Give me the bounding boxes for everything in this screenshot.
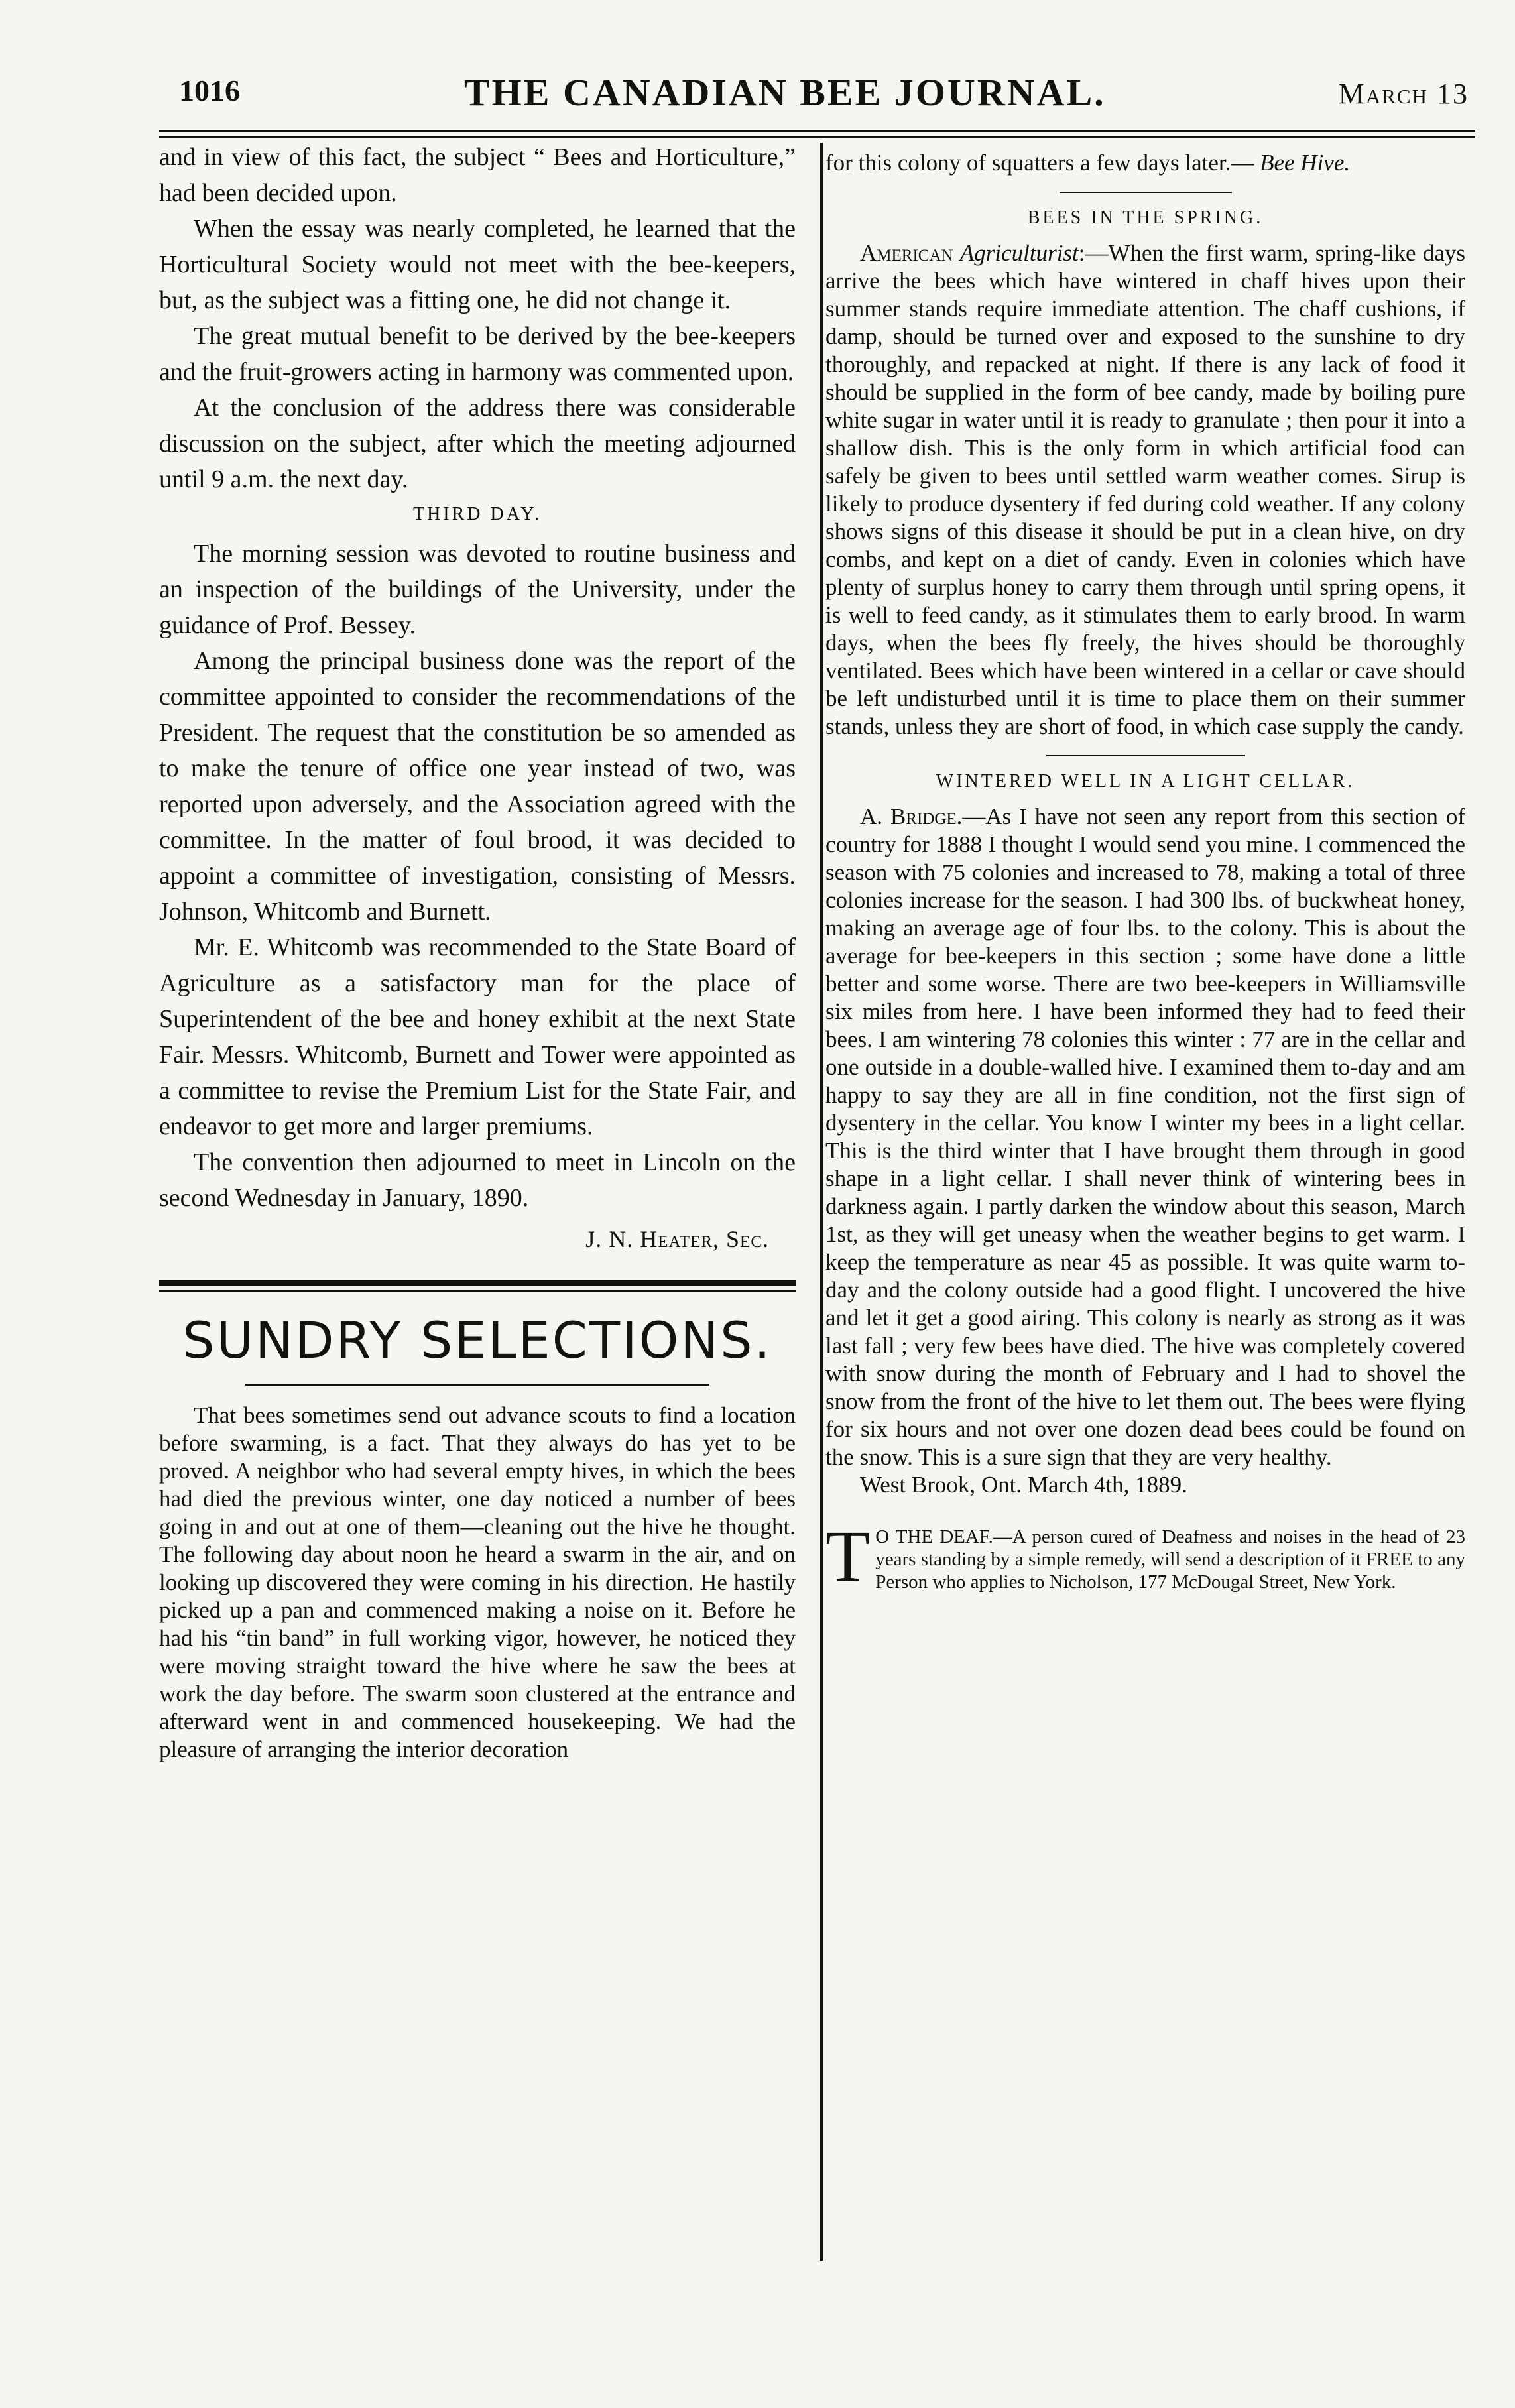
right-column: [825, 149, 1465, 1596]
short-rule: [1046, 755, 1245, 756]
paragraph: Mr. E. Whitcomb was recommended to the State Board of Agriculture as a satisfactory man for the place of Superintendent of the bee and honey exhibit at the next State Fair. Messrs. Whitcomb, Burnett and Tower were appointed as a committee to revise the Premium List for the State Fair, and endeavor to get more and larger premiums.: [159, 933, 796, 1140]
sundry-selections-section: [159, 1280, 796, 1764]
section-heading-third-day: THIRD DAY.: [412, 504, 542, 524]
journal-title: THE CANADIAN BEE JOURNAL.: [464, 71, 1106, 114]
dateline: West Brook, Ont. March 4th, 1889.: [860, 1472, 1187, 1498]
paragraph: [825, 149, 1465, 177]
page-header: [159, 61, 1475, 127]
header-rule-bottom: [159, 136, 1475, 138]
header-rule-top: [159, 130, 1475, 132]
deafness-notice: [825, 1516, 1465, 1596]
paragraph: Among the principal business done was the report of the committee appointed to consider the recommendations of the President. The request that the constitution be so amended as to make the tenure of office one year instead of two, was reported upon adversely, and the Association agreed with the committee. In the matter of foul brood, it was decided to appoint a committee of investigation, consisting of Messrs. Johnson, Whitcomb and Burnett.: [159, 647, 796, 926]
paragraph: That bees sometimes send out advance scouts to find a location before swarming, is a fact. That they always do has yet to be proved. A neighbor who had several empty hives, in which the bees had died the previous winter, one day noticed a number of bees going in and out at one of them—cleaning out the hive he thought. The following day about noon he heard a swarm in the air, and on looking up discovered they were coming in his direction. He hastily picked up a pan and commenced making a noise on it. Before he had his “tin band” in full working vigor, however, he noticed they were moving straight toward the hive where he saw the bees at work the day before. The swarm soon clustered at the entrance and afterward went in and commenced housekeeping. We had the pleasure of arranging the interior decoration: [159, 1402, 796, 1762]
continued-text: for this colony of squatters a few days later.—: [825, 150, 1254, 176]
sundry-selections-title: SUNDRY SELECTIONS.: [182, 1311, 772, 1370]
cellar-body: —As I have not seen any report from this section of country for 1888 I thought I would send you mine. I commenced the season with 75 colonies and increased to 78, making a total of three colonies increase for the season. I had 300 lbs. of buckwheat honey, making an average age of four lbs. to the colony. This is about the average for bee-keepers in this section ; some have done a little better and some worse. There are two bee-keepers in Williamsville six miles from here. I have been informed they had to feed their bees. I am wintering 78 colonies this winter : 77 are in the cellar and one outside in a double-walled hive. I examined them to-day and am happy to say they are all in fine condition, not the first sign of dysentery in the cellar. You know I winter my bees in a light cellar. This is the third winter that I have brought them through in good shape in a light cellar. I shall never think of wintering bees in darkness again. I partly darken the window about this season, March 1st, as they will get uneasy when the weather begins to get warm. I keep the temperature as near 45 as possible. It was quite warm to-day and the colony outside had a good flight. I uncovered the hive and let it get a good airing. This colony is nearly as strong as it was last fall ; very few bees have died. The hive was completely covered with snow during the month of February and I had to shovel the snow from the front of the hive to let them out. The bees were flying for six hours and not over one dozen dead bees could be found on the snow. This is a sure sign that they are very healthy.: [825, 804, 1465, 1470]
section-rule-thick: [159, 1280, 796, 1286]
paragraph: At the conclusion of the address there was considerable discussion on the subject, after which the meeting adjourned until 9 a.m. the next day.: [159, 394, 796, 493]
notice-text: O THE DEAF.—A person cured of Deafness and noises in the head of 23 years standing by a simple remedy, will send a description of it FREE to any Person who applies to Nicholson, 177 McDougal Street, New York.: [875, 1526, 1465, 1593]
source-name: American: [860, 240, 953, 266]
section-heading-wintered-well: WINTERED WELL IN A LIGHT CELLAR.: [936, 771, 1355, 792]
secretary-signature: J. N. Heater, Sec.: [585, 1226, 769, 1252]
drop-cap: T: [825, 1516, 871, 1596]
section-heading-bees-in-spring: BEES IN THE SPRING.: [1027, 208, 1264, 228]
issue-date: March 13: [1338, 78, 1469, 110]
page-number: 1016: [179, 74, 240, 107]
short-rule: [1060, 192, 1232, 193]
paragraph: The convention then adjourned to meet in Lincoln on the second Wednesday in January, 1890.: [159, 1148, 796, 1212]
paragraph: The morning session was devoted to routine business and an inspection of the buildings of the University, under the guidance of Prof. Bessey.: [159, 540, 796, 639]
paragraph: When the essay was nearly completed, he learned that the Horticultural Society would not meet with the bee-keepers, but, as the subject was a fitting one, he did not change it.: [159, 215, 796, 314]
paragraph: and in view of this fact, the subject “ Bees and Horticulture,” had been decided upon.: [159, 143, 796, 207]
paragraph: [825, 803, 1465, 1471]
paragraph: [825, 239, 1465, 741]
column-divider: [820, 143, 823, 2261]
title-underline: [245, 1384, 709, 1386]
section-rule-thin: [159, 1290, 796, 1292]
left-column: [159, 139, 796, 1764]
spring-body: :—When the first warm, spring-like days arrive the bees which have wintered in chaff hives upon their summer stands require immediate attention. The chaff cushions, if damp, should be turned over and exposed to the sunshine to dry thoroughly, and repacked at night. If there is any lack of food it should be supplied in the form of bee candy, made by boiling pure white sugar in water until it is ready to granulate ; then pour it into a shallow dish. This is the only form in which artificial food can safely be given to bees until settled warm weather comes. Sirup is likely to produce dysentery if fed during cold weather. If any colony shows signs of this disease it should be put in a clean hive, on dry combs, and kept on a diet of candy. Even in colonies which have plenty of surplus honey to carry them through until spring opens, it is well to feed candy, as it stimulates them to early brood. In warm days, when the bees fly freely, the hives should be thoroughly ventilated. Bees which have been wintered in a cellar or cave should be left undisturbed until it is time to place them on their summer stands, unless they are short of food, in which case supply the candy.: [825, 240, 1465, 739]
source-bee-hive: Bee Hive.: [1260, 150, 1351, 176]
source-name-italic: Agriculturist: [959, 240, 1079, 266]
paragraph: The great mutual benefit to be derived by the bee-keepers and the fruit-growers acting in harmony was commented upon.: [159, 322, 796, 386]
author-name: A. Bridge.: [860, 804, 963, 829]
